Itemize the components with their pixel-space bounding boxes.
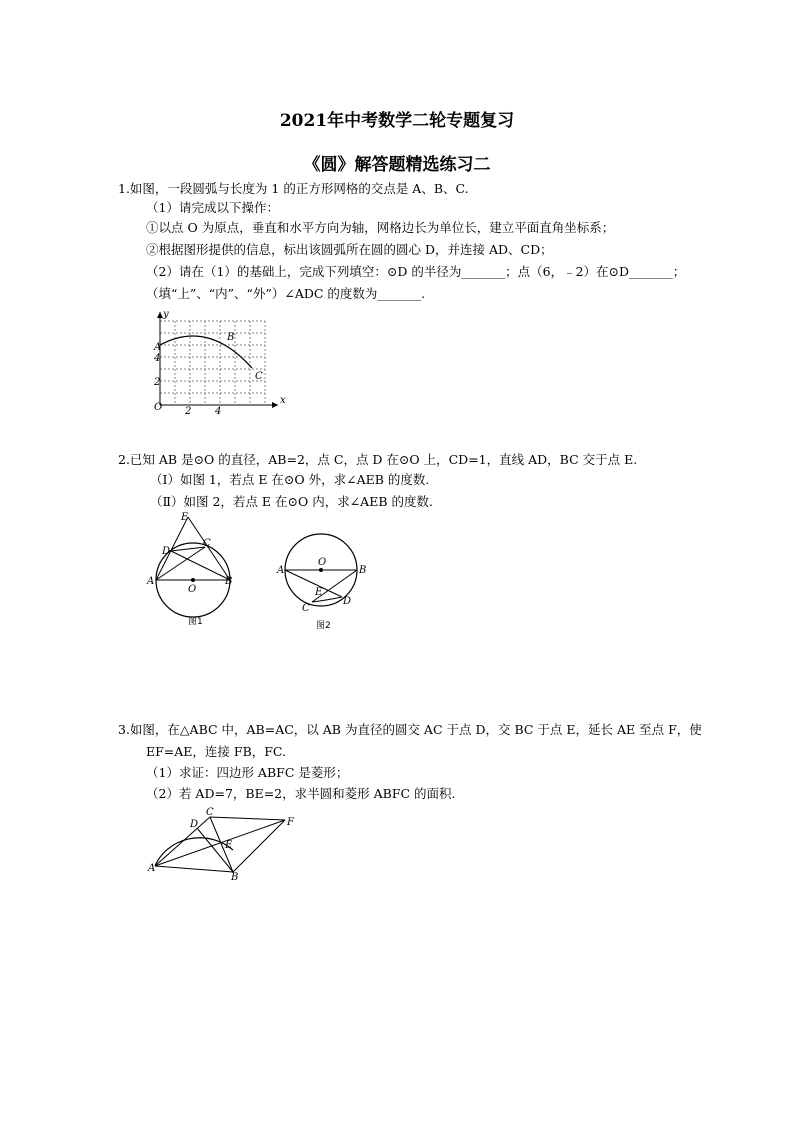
q1-part1: （1）请完成以下操作： xyxy=(146,200,279,215)
q3-figure xyxy=(145,806,305,882)
q1-part2-cont: （填“上”、“内”、“外”）∠ADC 的度数为_______. xyxy=(146,286,426,301)
point-e-label: E xyxy=(225,840,233,851)
y-axis-label: y xyxy=(163,309,169,320)
origin-label: O xyxy=(154,402,163,413)
point-f-label: F xyxy=(287,817,294,828)
center-o-label: O xyxy=(318,557,327,568)
grid-lines xyxy=(160,321,265,405)
figure-2-caption: 图2 xyxy=(316,621,331,631)
point-c-label: C xyxy=(255,371,263,382)
q3-stem: 3.如图，在△ABC 中，AB=AC，以 AB 为直径的圆交 AC 于点 D，交 BC 于点 E，延长 AE 至点 F，使 xyxy=(118,722,702,737)
page-title: 2021年中考数学二轮专题复习 xyxy=(279,111,515,131)
point-a-label: A xyxy=(154,342,162,353)
q2-part1: （Ⅰ）如图 1，若点 E 在⊙O 外，求∠AEB 的度数. xyxy=(150,472,430,487)
point-a-label: A xyxy=(148,863,156,874)
x-axis-label: x xyxy=(280,395,286,406)
q2-figure-2 xyxy=(274,528,374,634)
point-a-label: A xyxy=(277,565,285,576)
q1-part2: （2）请在（1）的基础上，完成下列填空：⊙D 的半径为_______；点（6，﹣2）在⊙D_______； xyxy=(146,264,686,279)
q2-stem: 2.已知 AB 是⊙O 的直径，AB=2，点 C，点 D 在⊙O 上，CD=1，直线 AD，BC 交于点 E. xyxy=(118,452,638,467)
x-tick-2: 2 xyxy=(185,406,192,417)
point-d-label: D xyxy=(343,596,352,607)
point-c-label: C xyxy=(206,807,214,818)
point-c-label: C xyxy=(302,603,310,614)
figure-1-caption: 图1 xyxy=(188,617,203,627)
point-c-label: C xyxy=(203,538,211,549)
q2-figure-1 xyxy=(145,510,245,628)
point-d-label: D xyxy=(190,819,199,830)
q3-part1: （1）求证：四边形 ABFC 是菱形； xyxy=(146,765,349,780)
point-b-label: B xyxy=(359,565,367,576)
q1-stem: 1.如图，一段圆弧与长度为 1 的正方形网格的交点是 A、B、C. xyxy=(118,181,469,196)
q1-step1: ①以点 O 为原点，垂直和水平方向为轴，网格边长为单位长，建立平面直角坐标系； xyxy=(146,220,615,235)
point-e-label: E xyxy=(315,587,323,598)
center-o-label: O xyxy=(188,584,197,595)
q1-figure-grid xyxy=(140,306,290,424)
point-d-label: D xyxy=(162,546,171,557)
point-a-label: A xyxy=(147,576,155,587)
point-b-label: B xyxy=(225,576,233,587)
q1-step2: ②根据图形提供的信息，标出该圆弧所在圆的圆心 D，并连接 AD、CD； xyxy=(146,242,553,257)
q3-stem-cont: EF=AE，连接 FB，FC. xyxy=(146,744,287,759)
point-b-label: B xyxy=(227,332,235,343)
point-b-label: B xyxy=(231,872,239,882)
q2-part2: （Ⅱ）如图 2，若点 E 在⊙O 内，求∠AEB 的度数. xyxy=(150,494,433,509)
point-e-label: E xyxy=(181,512,189,523)
y-tick-2: 2 xyxy=(154,377,161,388)
y-tick-4: 4 xyxy=(154,353,161,364)
x-tick-4: 4 xyxy=(215,406,222,417)
arc-abc xyxy=(160,336,252,368)
q3-part2: （2）若 AD=7，BE=2，求半圆和菱形 ABFC 的面积. xyxy=(146,786,456,801)
page-subtitle: 《圆》解答题精选练习二 xyxy=(303,155,491,175)
